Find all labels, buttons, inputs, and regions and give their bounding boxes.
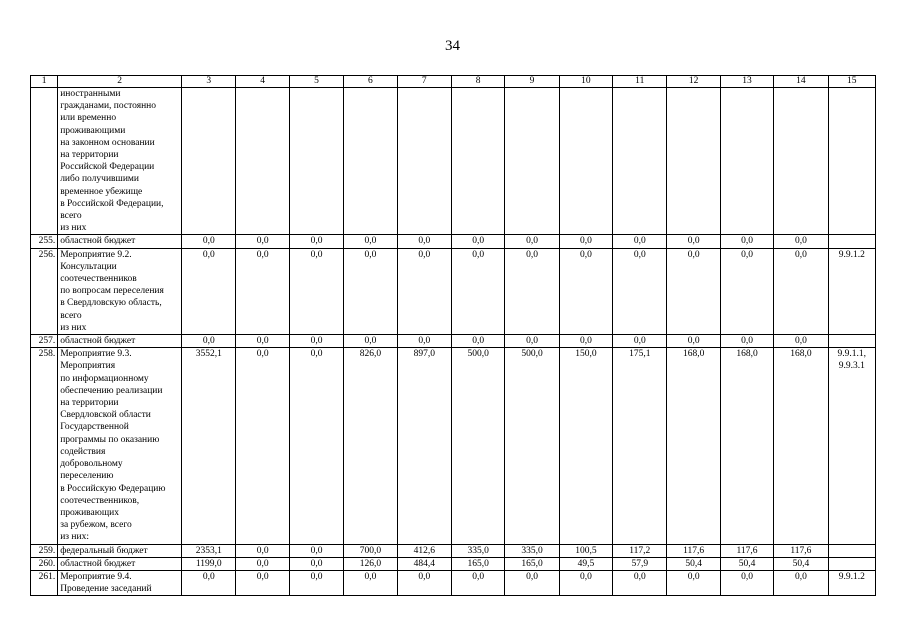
budget-table [30,75,876,596]
value-cell: 50,4 [774,557,828,570]
value-cell [720,88,773,235]
column-header: 8 [451,76,504,88]
value-cell: 1199,0 [182,557,236,570]
value-cell: 0,0 [667,335,720,348]
column-header: 4 [236,76,289,88]
row-number: 255. [31,235,58,248]
row-description: областной бюджет [58,557,182,570]
value-cell: 897,0 [397,348,451,544]
row-number: 256. [31,248,58,334]
value-cell: 0,0 [182,335,236,348]
value-cell [397,88,451,235]
value-cell: 0,0 [344,248,397,334]
value-cell: 168,0 [667,348,720,544]
row-number: 258. [31,348,58,544]
table-row [31,544,876,557]
value-cell: 100,5 [559,544,612,557]
value-cell: 168,0 [774,348,828,544]
value-cell: 500,0 [505,348,559,544]
column-header: 12 [667,76,720,88]
value-cell [505,88,559,235]
value-cell: 0,0 [774,335,828,348]
value-cell: 175,1 [613,348,667,544]
table-row [31,557,876,570]
page-number: 34 [445,38,460,54]
column-header: 2 [58,76,182,88]
value-cell: 0,0 [289,235,343,248]
value-cell: 165,0 [451,557,504,570]
header-row [31,76,876,88]
value-cell: 126,0 [344,557,397,570]
value-cell: 168,0 [720,348,773,544]
table-row [31,348,876,544]
value-cell: 0,0 [451,248,504,334]
value-cell: 0,0 [236,544,289,557]
value-cell [613,88,667,235]
value-cell: 0,0 [559,248,612,334]
target-indicator-cell [828,335,875,348]
value-cell: 0,0 [397,248,451,334]
value-cell: 0,0 [667,570,720,595]
value-cell: 0,0 [505,570,559,595]
value-cell: 0,0 [559,235,612,248]
value-cell [774,88,828,235]
value-cell: 0,0 [289,348,343,544]
value-cell: 0,0 [344,570,397,595]
column-header: 3 [182,76,236,88]
value-cell: 0,0 [613,335,667,348]
value-cell: 0,0 [289,570,343,595]
value-cell: 335,0 [505,544,559,557]
value-cell: 0,0 [236,570,289,595]
value-cell [182,88,236,235]
value-cell: 150,0 [559,348,612,544]
value-cell: 0,0 [182,570,236,595]
column-header: 10 [559,76,612,88]
table-row [31,335,876,348]
value-cell: 117,6 [720,544,773,557]
value-cell: 0,0 [451,235,504,248]
value-cell: 0,0 [774,248,828,334]
table-row [31,88,876,235]
row-number: 261. [31,570,58,595]
target-indicator-cell: 9.9.1.1, 9.9.3.1 [828,348,875,544]
table-row [31,248,876,334]
value-cell: 0,0 [451,335,504,348]
value-cell: 0,0 [505,235,559,248]
column-header: 1 [31,76,58,88]
value-cell: 2353,1 [182,544,236,557]
row-description: иностранными гражданами, постоянно или временно проживающими на законном основании на территории Российской Федерации либо получившими временное убежище в Российской Федерации, всего из них [58,88,182,235]
value-cell: 0,0 [236,557,289,570]
value-cell: 335,0 [451,544,504,557]
value-cell: 0,0 [720,248,773,334]
row-number: 257. [31,335,58,348]
value-cell: 0,0 [289,557,343,570]
column-header: 9 [505,76,559,88]
value-cell: 484,4 [397,557,451,570]
value-cell: 0,0 [289,544,343,557]
value-cell: 0,0 [236,335,289,348]
value-cell: 500,0 [451,348,504,544]
value-cell: 0,0 [613,570,667,595]
value-cell: 0,0 [397,570,451,595]
value-cell: 0,0 [774,235,828,248]
value-cell: 0,0 [344,335,397,348]
column-header: 7 [397,76,451,88]
table-row [31,235,876,248]
target-indicator-cell [828,88,875,235]
column-header: 5 [289,76,343,88]
value-cell: 117,6 [667,544,720,557]
value-cell: 0,0 [397,235,451,248]
value-cell: 117,2 [613,544,667,557]
value-cell: 49,5 [559,557,612,570]
value-cell: 57,9 [613,557,667,570]
value-cell [559,88,612,235]
row-number: 260. [31,557,58,570]
row-description: областной бюджет [58,335,182,348]
value-cell: 0,0 [289,248,343,334]
value-cell: 0,0 [505,335,559,348]
value-cell [667,88,720,235]
value-cell: 700,0 [344,544,397,557]
value-cell: 0,0 [344,235,397,248]
column-header: 15 [828,76,875,88]
target-indicator-cell [828,557,875,570]
value-cell: 50,4 [720,557,773,570]
table-row [31,570,876,595]
row-description: Мероприятие 9.4. Проведение заседаний [58,570,182,595]
value-cell: 0,0 [667,248,720,334]
target-indicator-cell [828,544,875,557]
value-cell: 0,0 [505,248,559,334]
value-cell: 0,0 [182,248,236,334]
value-cell: 0,0 [720,235,773,248]
value-cell [344,88,397,235]
row-number [31,88,58,235]
value-cell [236,88,289,235]
value-cell: 0,0 [613,235,667,248]
column-header: 13 [720,76,773,88]
value-cell: 0,0 [397,335,451,348]
value-cell: 0,0 [720,570,773,595]
column-header: 14 [774,76,828,88]
target-indicator-cell [828,235,875,248]
value-cell: 3552,1 [182,348,236,544]
value-cell: 0,0 [559,570,612,595]
column-header: 11 [613,76,667,88]
value-cell: 0,0 [774,570,828,595]
row-description: Мероприятие 9.2. Консультации соотечественников по вопросам переселения в Свердловскую область, всего из них [58,248,182,334]
value-cell: 165,0 [505,557,559,570]
value-cell: 0,0 [559,335,612,348]
row-description: областной бюджет [58,235,182,248]
value-cell: 0,0 [182,235,236,248]
row-description: федеральный бюджет [58,544,182,557]
value-cell: 0,0 [667,235,720,248]
value-cell: 412,6 [397,544,451,557]
value-cell: 0,0 [289,335,343,348]
value-cell: 0,0 [236,235,289,248]
value-cell [289,88,343,235]
row-description: Мероприятие 9.3. Мероприятия по информационному обеспечению реализации на территории Свердловской области Государственной программы по оказанию содействия добровольному переселению в Российскую Федерацию соотечественников, проживающих за рубежом, всего из них: [58,348,182,544]
value-cell: 0,0 [236,348,289,544]
value-cell: 0,0 [720,335,773,348]
target-indicator-cell: 9.9.1.2 [828,248,875,334]
value-cell: 117,6 [774,544,828,557]
value-cell: 0,0 [451,570,504,595]
value-cell [451,88,504,235]
row-number: 259. [31,544,58,557]
value-cell: 0,0 [613,248,667,334]
target-indicator-cell: 9.9.1.2 [828,570,875,595]
value-cell: 50,4 [667,557,720,570]
value-cell: 826,0 [344,348,397,544]
column-header: 6 [344,76,397,88]
value-cell: 0,0 [236,248,289,334]
